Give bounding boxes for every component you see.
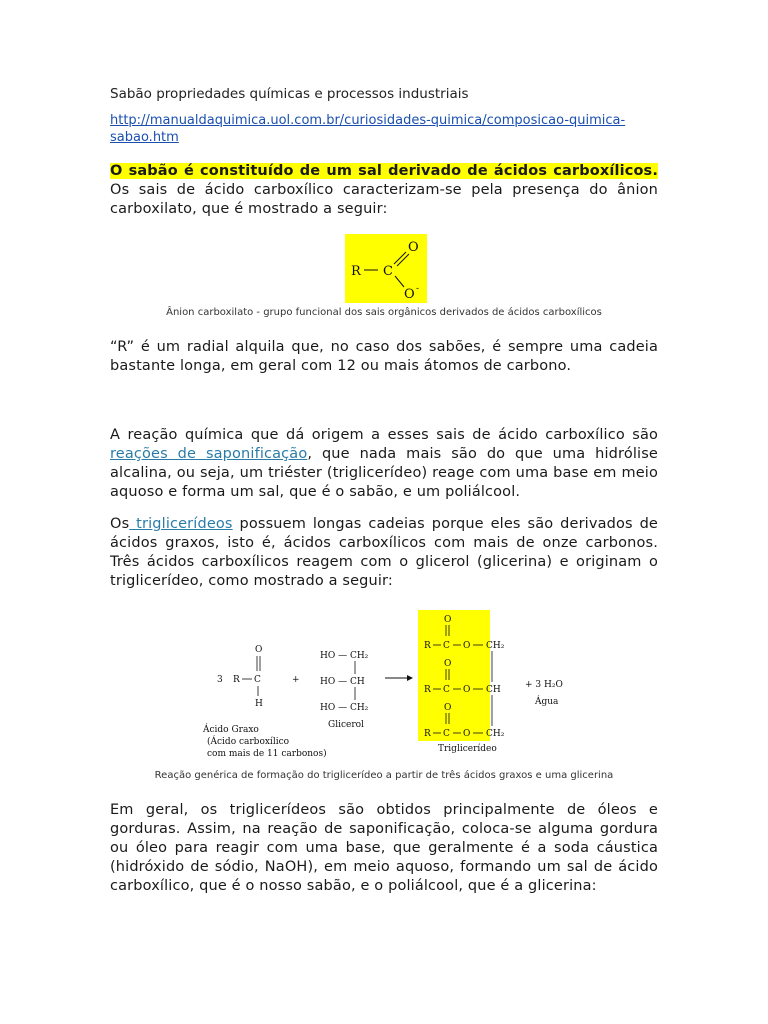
tg-c-3: C — [443, 729, 450, 739]
fatty-acid-sublabel-1: (Ácido carboxílico — [207, 737, 290, 747]
paragraph-saponification-text-b: , que nada mais são do que uma hidrólise alcalina, ou seja, um triéster (triglicerídeo) reage com uma base em meio aquoso e forma um sal, que é o sabão, e um poliálcool. — [110, 446, 658, 500]
triglycerides-link[interactable]: triglicerídeos — [129, 516, 233, 532]
tg-o-ester-3: O — [463, 729, 471, 739]
paragraph-intro — [110, 162, 658, 219]
reaction-arrow-head — [407, 675, 413, 681]
coefficient-3: 3 — [217, 675, 223, 685]
highlighted-sentence: O sabão é constituído de um sal derivado de ácidos carboxílicos. — [110, 163, 658, 179]
figure-caption-2: Reação genérica de formação do triglicerídeo a partir de três ácidos graxos e uma glicerina — [154, 770, 614, 781]
triglyceride-highlight — [418, 610, 490, 741]
paragraph-triglycerides — [110, 515, 658, 591]
tg-o-ester-1: O — [463, 641, 471, 651]
tg-ch-2: CH — [486, 685, 501, 695]
water-label: Água — [535, 697, 559, 707]
paragraph-saponification-text-a: A reação química que dá origem a esses sais de ácido carboxílico são — [110, 427, 658, 443]
acid-h-label: H — [255, 699, 263, 709]
glycerol-line-2: HO — CH — [320, 677, 365, 687]
r-group-label: R — [351, 264, 361, 279]
paragraph-r-group: “R” é um radial alquila que, no caso dos sabões, é sempre uma cadeia bastante longa, em geral com 12 ou mais átomos de carbono. — [110, 339, 658, 374]
paragraph-saponification — [110, 426, 658, 502]
tg-r-3: R — [424, 729, 431, 739]
fatty-acid-sublabel-2: com mais de 11 carbonos) — [207, 749, 327, 759]
tg-c-1: C — [443, 641, 450, 651]
oxygen-bottom-label: O — [404, 287, 415, 302]
acid-c-label: C — [254, 675, 261, 685]
glycerol-line-3: HO — CH₂ — [320, 703, 369, 713]
tg-o-3: O — [444, 703, 452, 713]
saponification-link[interactable]: reações de saponificação — [110, 446, 308, 462]
tg-ch2-3: CH₂ — [486, 729, 505, 739]
glycerol-label: Glicerol — [328, 720, 364, 730]
tg-o-2: O — [444, 659, 452, 669]
paragraph-triglycerides-text-b: possuem longas cadeias porque eles são derivados de ácidos graxos, isto é, ácidos carboxílicos com mais de onze carbonos. Três ácidos carboxílicos reagem com o glicerol (glicerina) e originam o triglicerídeo, como mostrado a seguir: — [110, 516, 659, 589]
paragraph-sources: Em geral, os triglicerídeos são obtidos principalmente de óleos e gorduras. Assim, na reação de saponificação, coloca-se alguma gordura ou óleo para reagir com uma base, que geralmente é a soda cáustica (hidróxido de sódio, NaOH), em meio aquoso, formando um sal de ácido carboxílico, que é o nosso sabão, e o poliálcool, que é a glicerina: — [110, 802, 658, 894]
carboxylate-anion-figure — [345, 234, 427, 303]
tg-o-ester-2: O — [463, 685, 471, 695]
carbon-label: C — [383, 264, 393, 279]
tg-o-1: O — [444, 615, 452, 625]
source-url-link[interactable]: http://manualdaquimica.uol.com.br/curiosidades-quimica/composicao-quimica-sabao.htm — [110, 113, 626, 145]
tg-ch2-1: CH₂ — [486, 641, 505, 651]
paragraph-intro-text: Os sais de ácido carboxílico caracterizam-se pela presença do ânion carboxilato, que é mostrado a seguir: — [110, 182, 658, 217]
fatty-acid-label: Ácido Graxo — [203, 725, 259, 735]
figure-caption-1: Ânion carboxilato - grupo funcional dos sais orgânicos derivados de ácidos carboxílicos — [166, 307, 602, 318]
acid-r-label: R — [233, 675, 240, 685]
document-title: Sabão propriedades químicas e processos industriais — [110, 86, 469, 102]
tg-c-2: C — [443, 685, 450, 695]
acid-o-label: O — [255, 645, 263, 655]
water-product: + 3 H₂O — [525, 680, 563, 690]
tg-r-2: R — [424, 685, 431, 695]
triglyceride-reaction-figure — [195, 608, 585, 768]
triglyceride-label: Triglicerídeo — [438, 744, 497, 754]
paragraph-triglycerides-text-a: Os — [110, 516, 130, 532]
oxygen-top-label: O — [408, 240, 419, 255]
glycerol-line-1: HO — CH₂ — [320, 651, 369, 661]
plus-sign: + — [292, 675, 300, 685]
negative-charge: - — [416, 284, 420, 294]
tg-r-1: R — [424, 641, 431, 651]
